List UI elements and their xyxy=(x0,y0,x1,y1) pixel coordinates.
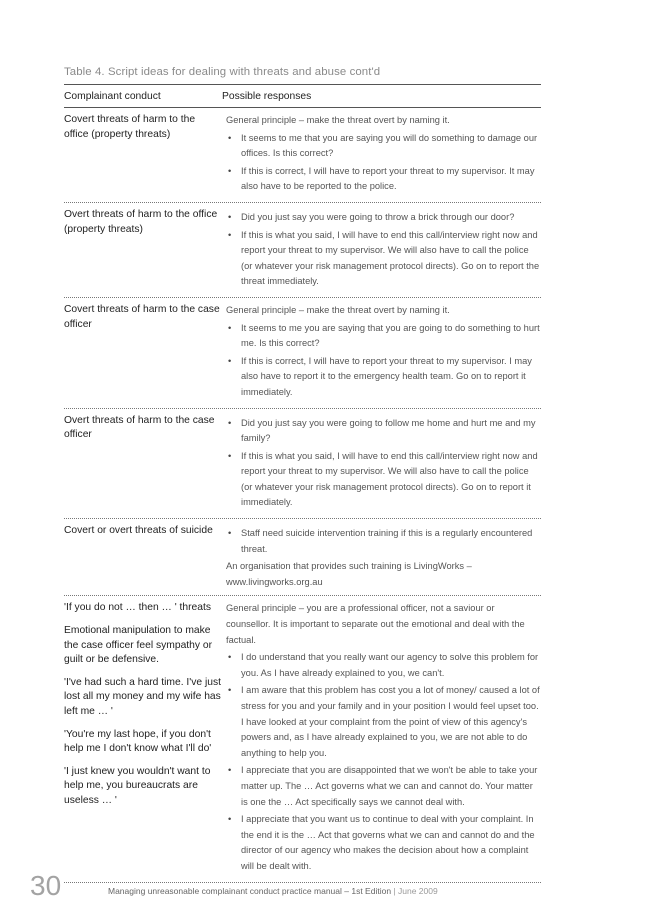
table-row xyxy=(64,298,541,409)
response-item: • Did you just say you were going to follow me home and hurt me and my family? xyxy=(226,416,541,447)
response-item: • I appreciate that you want us to continue to deal with your complaint. In the end it is the … Act that governs what we can and cannot do and the director of our agency who makes the decision about how a complaint will be dealt with. xyxy=(226,812,541,874)
response-note: An organisation that provides such training is LivingWorks – www.livingworks.org.au xyxy=(226,561,472,587)
header-conduct: Complainant conduct xyxy=(64,90,161,102)
responses-cell xyxy=(226,113,541,197)
response-list xyxy=(226,526,541,557)
responses-cell xyxy=(226,208,541,292)
footer-separator: – xyxy=(341,886,352,896)
response-item: • If this is what you said, I will have to end this call/interview right now and report your threat to my supervisor. We will also have to call the police (or whatever your risk management protocol directs). Go on to report the threat immediately. xyxy=(226,228,541,290)
response-item: • Did you just say you were going to throw a brick through our door? xyxy=(226,210,541,226)
response-list xyxy=(226,131,541,195)
general-principle: General principle – you are a professional officer, not a saviour or counsellor. It is important to separate out the emotional and deal with the factual. xyxy=(226,603,525,645)
response-item: • I am aware that this problem has cost you a lot of money/ caused a lot of stress for you and your family and in your position I would feel upset too. I have looked at your complaint from the point of view of this agency's powers and, as I have already explained to you, we are not able to do anything to help you. xyxy=(226,683,541,761)
footer-date: June 2009 xyxy=(398,886,438,896)
conduct-cell xyxy=(64,524,226,590)
response-item: • Staff need suicide intervention training if this is a regularly encountered threat. xyxy=(226,526,541,557)
header-responses: Possible responses xyxy=(222,90,312,102)
conduct-cell xyxy=(64,414,226,514)
conduct-text: 'I've had such a hard time. I've just lost all my money and my wife has left me … ' xyxy=(64,676,221,717)
conduct-text: Covert threats of harm to the office (property threats) xyxy=(64,114,196,140)
table-row xyxy=(64,203,541,298)
conduct-text: 'You're my last hope, if you don't help me I don't know what I'll do' xyxy=(64,728,212,755)
response-item: • I appreciate that you are disappointed that we won't be able to take your matter up. The … Act governs what we can and cannot do. Your matter is one the … Act specifically says we cannot deal with. xyxy=(226,763,541,810)
table-body xyxy=(64,108,541,883)
general-principle: General principle – make the threat overt by naming it. xyxy=(226,115,450,125)
conduct-text: Covert or overt threats of suicide xyxy=(64,525,213,537)
footer-divider: | xyxy=(391,886,398,896)
footer-edition: 1st Edition xyxy=(351,886,392,896)
conduct-cell xyxy=(64,601,226,876)
table-row xyxy=(64,519,541,596)
general-principle: General principle – make the threat overt by naming it. xyxy=(226,304,450,315)
conduct-text: 'I just knew you wouldn't want to help me, you bureaucrats are useless … ' xyxy=(64,765,211,806)
conduct-cell xyxy=(64,303,226,403)
response-list xyxy=(226,321,541,401)
response-list xyxy=(226,650,541,874)
conduct-text: Emotional manipulation to make the case officer feel sympathy or guilt or be defensive. xyxy=(64,625,213,666)
response-list xyxy=(226,210,541,290)
responses-cell xyxy=(226,303,541,403)
conduct-cell xyxy=(64,113,226,197)
table-caption: Table 4. Script ideas for dealing with threats and abuse cont'd xyxy=(64,66,381,78)
table-row xyxy=(64,596,541,882)
conduct-text: Overt threats of harm to the case officer xyxy=(64,414,215,441)
page-number: 30 xyxy=(30,870,62,901)
footer-text xyxy=(108,886,438,896)
response-list xyxy=(226,416,541,512)
table-row xyxy=(64,108,541,203)
conduct-cell xyxy=(64,208,226,292)
conduct-text: Covert threats of harm to the case officer xyxy=(64,303,220,330)
conduct-text: Overt threats of harm to the office (property threats) xyxy=(64,208,218,235)
response-item: • I do understand that you really want our agency to solve this problem for you. As I have already explained to you, we can't. xyxy=(226,650,541,681)
response-item: • If this is what you said, I will have to end this call/interview right now and report your threat to my supervisor. We will also have to call the police (or whatever your risk management protocol directs). Go on to report it immediately. xyxy=(226,449,541,511)
response-item: • If this is correct, I will have to report your threat to my supervisor. It may also have to be reported to the police. xyxy=(226,164,541,195)
table-row xyxy=(64,409,541,520)
response-item: • If this is correct, I will have to report your threat to my supervisor. I may also have to report it to the emergency health team. Go on to report it immediately. xyxy=(226,354,541,401)
script-table xyxy=(64,85,541,883)
responses-cell xyxy=(226,414,541,514)
responses-cell xyxy=(226,524,541,590)
response-item: • It seems to me you are saying that you are going to do something to hurt me. Is this correct? xyxy=(226,321,541,352)
response-item: • It seems to me that you are saying you will do something to damage our offices. Is this correct? xyxy=(226,131,541,162)
table-header xyxy=(64,85,541,108)
responses-cell xyxy=(226,601,541,876)
conduct-text: 'If you do not … then … ' threats xyxy=(64,602,212,614)
footer-title: Managing unreasonable complainant conduct practice manual xyxy=(108,886,342,896)
